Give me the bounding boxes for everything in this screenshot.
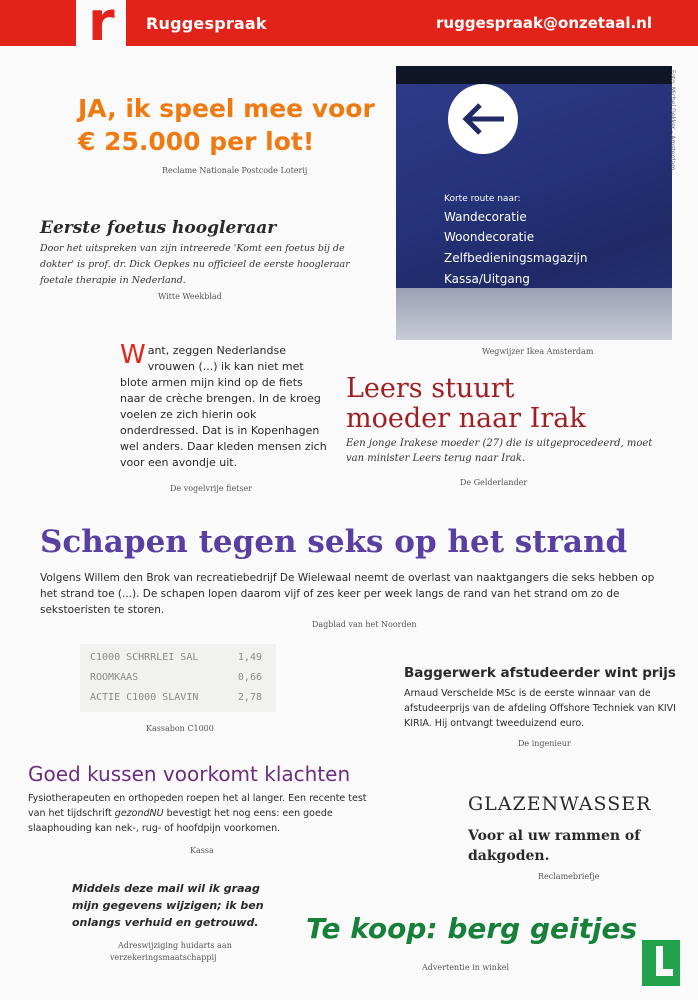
middels-source-line-1: Adreswijziging huidarts aan bbox=[118, 941, 232, 950]
quote-dropcap: W bbox=[120, 340, 146, 370]
receipt-row bbox=[90, 652, 270, 663]
sign-line-2: Woondecoratie bbox=[444, 230, 535, 244]
fietser-quote bbox=[120, 340, 328, 471]
sign-heading: Korte route naar: bbox=[444, 194, 521, 204]
foetus-body: Door het uitspreken van zijn intreerede 'Komt een foetus bij de dokter' is prof. dr. Dick Oepkes nu officieel de eerste hoogleraar foetale therapie in Nederland. bbox=[40, 243, 350, 286]
receipt-row bbox=[90, 692, 270, 703]
sign-line-1: Wandecoratie bbox=[444, 210, 527, 224]
sign-line-3: Zelfbedieningsmagazijn bbox=[444, 251, 588, 265]
receipt-item: C1000 SCHRRLEI SAL bbox=[90, 652, 199, 663]
kussen-body-part-1: Fysiotherapeuten en orthopeden roepen het al langer. Een recente test van het tijdschrift bbox=[28, 793, 367, 819]
bagger-source: De ingenieur bbox=[518, 739, 571, 748]
lottery-line-1: JA, ik speel mee voor bbox=[78, 94, 375, 123]
onze-taal-l-logo-icon bbox=[642, 940, 680, 986]
glazen-body: Voor al uw rammen of dakgoden. bbox=[468, 828, 641, 864]
kussen-body-italic: gezondNU bbox=[114, 808, 164, 819]
leers-title-line-1: Leers stuurt bbox=[346, 373, 515, 404]
section-title: Ruggespraak bbox=[146, 14, 267, 33]
leers-title-line-2: moeder naar Irak bbox=[346, 403, 586, 434]
middels-source-line-2: verzekeringsmaatschappij bbox=[110, 953, 217, 962]
photo-floor bbox=[396, 288, 672, 340]
kussen-title: Goed kussen voorkomt klachten bbox=[28, 762, 351, 786]
kussen-body-part-2: bevestigt het nog eens: een goede slaaphouding kan nek-, rug- of hoofdpijn voorkomen. bbox=[28, 808, 333, 834]
leers-body: Een jonge Irakese moeder (27) die is uitgeprocedeerd, moet van minister Leers terug naar Irak. bbox=[346, 438, 653, 464]
bagger-title: Baggerwerk afstudeerder wint prijs bbox=[404, 665, 676, 681]
receipt-row bbox=[90, 672, 270, 683]
photo-ceiling bbox=[396, 66, 672, 84]
tekoop-title: Te koop: berg geitjes bbox=[306, 912, 638, 945]
receipt-price: 1,49 bbox=[237, 652, 262, 663]
receipt-item: ACTIE C1000 SLAVIN bbox=[90, 692, 199, 703]
ikea-sign-photo bbox=[396, 66, 672, 340]
receipt-source: Kassabon C1000 bbox=[146, 724, 214, 733]
lottery-headline bbox=[78, 92, 378, 158]
leers-source: De Gelderlander bbox=[460, 478, 528, 487]
receipt-price: 2,78 bbox=[237, 692, 262, 703]
glazen-source: Reclamebriefje bbox=[538, 872, 600, 881]
leers-title bbox=[346, 374, 666, 434]
photo-caption: Wegwijzer Ikea Amsterdam bbox=[482, 347, 594, 356]
bagger-body: Arnaud Verschelde MSc is de eerste winnaar van de afstudeerprijs van de afdeling Offshore Techniek van KIVI KIRIA. Hij ontvangt tweeduizend euro. bbox=[404, 688, 676, 729]
glazen-title: GLAZENWASSER bbox=[468, 793, 652, 815]
receipt-item: ROOMKAAS bbox=[90, 672, 139, 683]
middels-quote: Middels deze mail wil ik graag mijn gegevens wijzigen; ik ben onlangs verhuid en getrouwd. bbox=[72, 882, 264, 929]
photo-credit: Foto: Michel Dekker - Amsterdam bbox=[669, 70, 676, 171]
receipt-price: 0,66 bbox=[237, 672, 262, 683]
kussen-body bbox=[28, 791, 378, 836]
kussen-source: Kassa bbox=[190, 846, 214, 855]
foetus-source: Witte Weekblad bbox=[158, 292, 222, 301]
sign-line-4: Kassa/Uitgang bbox=[444, 272, 530, 286]
quote-source: De vogelvrije fietser bbox=[170, 484, 253, 493]
quote-body: ant, zeggen Nederlandse vrouwen (...) ik kan niet met blote armen mijn kind op de fiets naar de crèche brengen. In de kroeg voelen ze zich hierin ook onderdressed. Dat is in Kopenhagen wel anders. Daar kleden mensen zich voor een avondje uit. bbox=[120, 344, 327, 469]
foetus-title: Eerste foetus hoogleraar bbox=[40, 218, 277, 238]
arrow-left-icon bbox=[448, 84, 518, 154]
contact-email[interactable]: ruggespraak@onzetaal.nl bbox=[436, 14, 652, 32]
schapen-body: Volgens Willem den Brok van recreatiebedrijf De Wielewaal neemt de overlast van naaktgangers die seks hebben op het strand toe (...). De schapen lopen daarom vijf of zes keer per week langs de rand van het strand om zo de sekstoeristen te storen. bbox=[40, 572, 655, 616]
tekoop-source: Advertentie in winkel bbox=[422, 963, 510, 972]
receipt bbox=[80, 644, 276, 712]
schapen-source: Dagblad van het Noorden bbox=[312, 620, 417, 629]
section-logo-letter: r bbox=[88, 0, 115, 53]
schapen-title: Schapen tegen seks op het strand bbox=[40, 524, 628, 560]
lottery-line-2: € 25.000 per lot! bbox=[78, 127, 315, 156]
lottery-source: Reclame Nationale Postcode Loterij bbox=[162, 166, 308, 175]
